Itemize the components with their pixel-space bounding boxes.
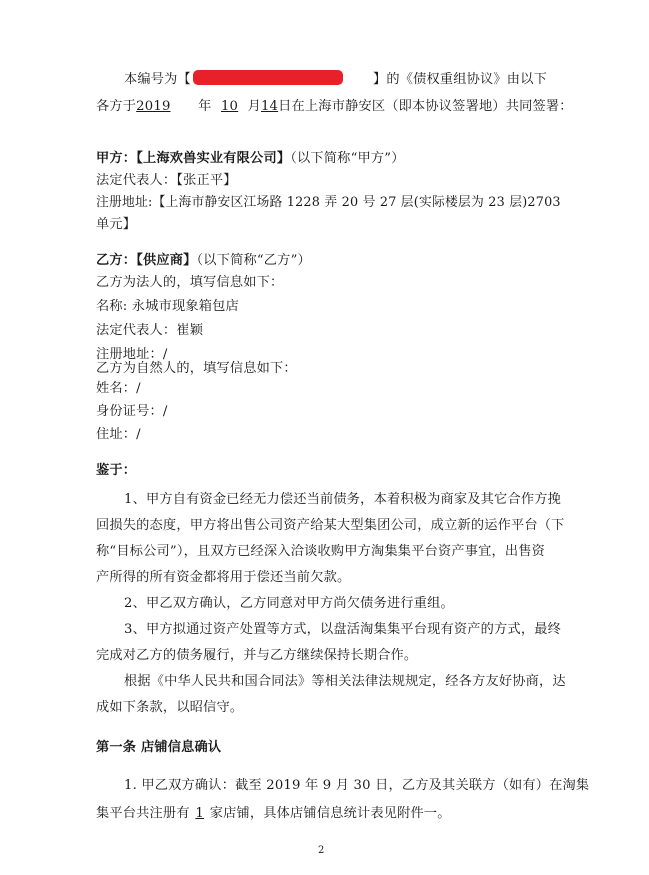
redaction-mark — [193, 70, 343, 85]
party-b-line: 姓名：/ — [96, 381, 141, 396]
party-b-line: 住址：/ — [96, 427, 141, 442]
party-b-line: 名称: 永城市现象箱包店 — [96, 299, 239, 314]
intro-date-prefix: 各方于 — [96, 99, 137, 114]
party-b-name: 【供应商】 — [136, 253, 197, 268]
year-char: 年 — [198, 99, 212, 114]
signing-month: 10 — [220, 99, 239, 114]
whereas-p1-line: 回损失的态度，甲方将出售公司资产给某大型集团公司，成立新的运作平台（下 — [96, 518, 565, 533]
party-b-line: 乙方为自然人的，填写信息如下： — [96, 361, 297, 376]
whereas-p4-line: 根据《中华人民共和国合同法》等相关法律法规规定，经各方友好协商，达 — [124, 674, 566, 689]
article-1-line-2-prefix: 集平台共注册有 — [96, 806, 190, 821]
signing-day: 14 — [260, 99, 279, 114]
party-b-line: 身份证号：/ — [96, 404, 168, 419]
whereas-title: 鉴于： — [96, 463, 137, 478]
whereas-p1-line: 称“目标公司”），且双方已经深入洽谈收购甲方淘集集平台资产事宜，出售资 — [96, 544, 546, 559]
party-a-name: 【上海欢兽实业有限公司】 — [136, 151, 291, 166]
intro-suffix: 】的《债权重组协议》由以下 — [372, 72, 547, 87]
party-a-heading — [96, 150, 405, 168]
party-a-alias: （以下简称“甲方”） — [290, 151, 405, 166]
article-1-line-1: 1. 甲乙双方确认：截至 2019 年 9 月 30 日，乙方及其关联方（如有）在淘集 — [124, 778, 590, 793]
party-a-address-1: 注册地址:【上海市静安区江场路 1228 弄 20 号 27 层(实际楼层为 23 层)2703 — [96, 195, 561, 210]
party-b-line: 注册地址：/ — [96, 347, 168, 362]
signing-year: 2019 — [136, 99, 171, 114]
intro-line-1 — [124, 70, 547, 89]
whereas-p3-line: 3、甲方拟通过资产处置等方式，以盘活淘集集平台现有资产的方式，最终 — [124, 622, 561, 637]
party-b-alias: （以下简称“乙方”） — [196, 253, 311, 268]
party-b-line: 法定代表人：崔颖 — [96, 323, 204, 338]
article-1-line-2 — [96, 805, 451, 823]
article-1-line-2-suffix: 家店铺，具体店铺信息统计表见附件一。 — [209, 806, 451, 821]
article-1-title: 第一条 店铺信息确认 — [96, 740, 222, 755]
party-b-label: 乙方： — [96, 253, 137, 268]
page-number: 2 — [318, 845, 325, 856]
store-count: 1 — [195, 806, 205, 821]
intro-line-2 — [96, 98, 573, 116]
month-char: 月 — [247, 99, 261, 114]
whereas-p4-line: 成如下条款，以昭信守。 — [96, 700, 244, 715]
party-a-label: 甲方： — [96, 151, 137, 166]
whereas-p3-line: 完成对乙方的债务履行，并与乙方继续保持长期合作。 — [96, 648, 418, 663]
party-a-rep: 法定代表人：【张正平】 — [96, 173, 237, 188]
party-a-address-2: 单元】 — [96, 217, 137, 232]
whereas-p1-line: 产所得的所有资金都将用于偿还当前欠款。 — [96, 570, 351, 585]
whereas-p2: 2、甲乙双方确认，乙方同意对甲方尚欠债务进行重组。 — [124, 596, 454, 611]
party-b-heading — [96, 252, 311, 270]
intro-date-suffix: 日在上海市静安区（即本协议签署地）共同签署： — [278, 99, 573, 114]
party-b-line: 乙方为法人的，填写信息如下： — [96, 275, 284, 290]
whereas-p1-line: 1、甲方自有资金已经无力偿还当前债务，本着积极为商家及其它合作方挽 — [124, 492, 561, 507]
intro-prefix: 本编号为【 — [124, 72, 191, 87]
